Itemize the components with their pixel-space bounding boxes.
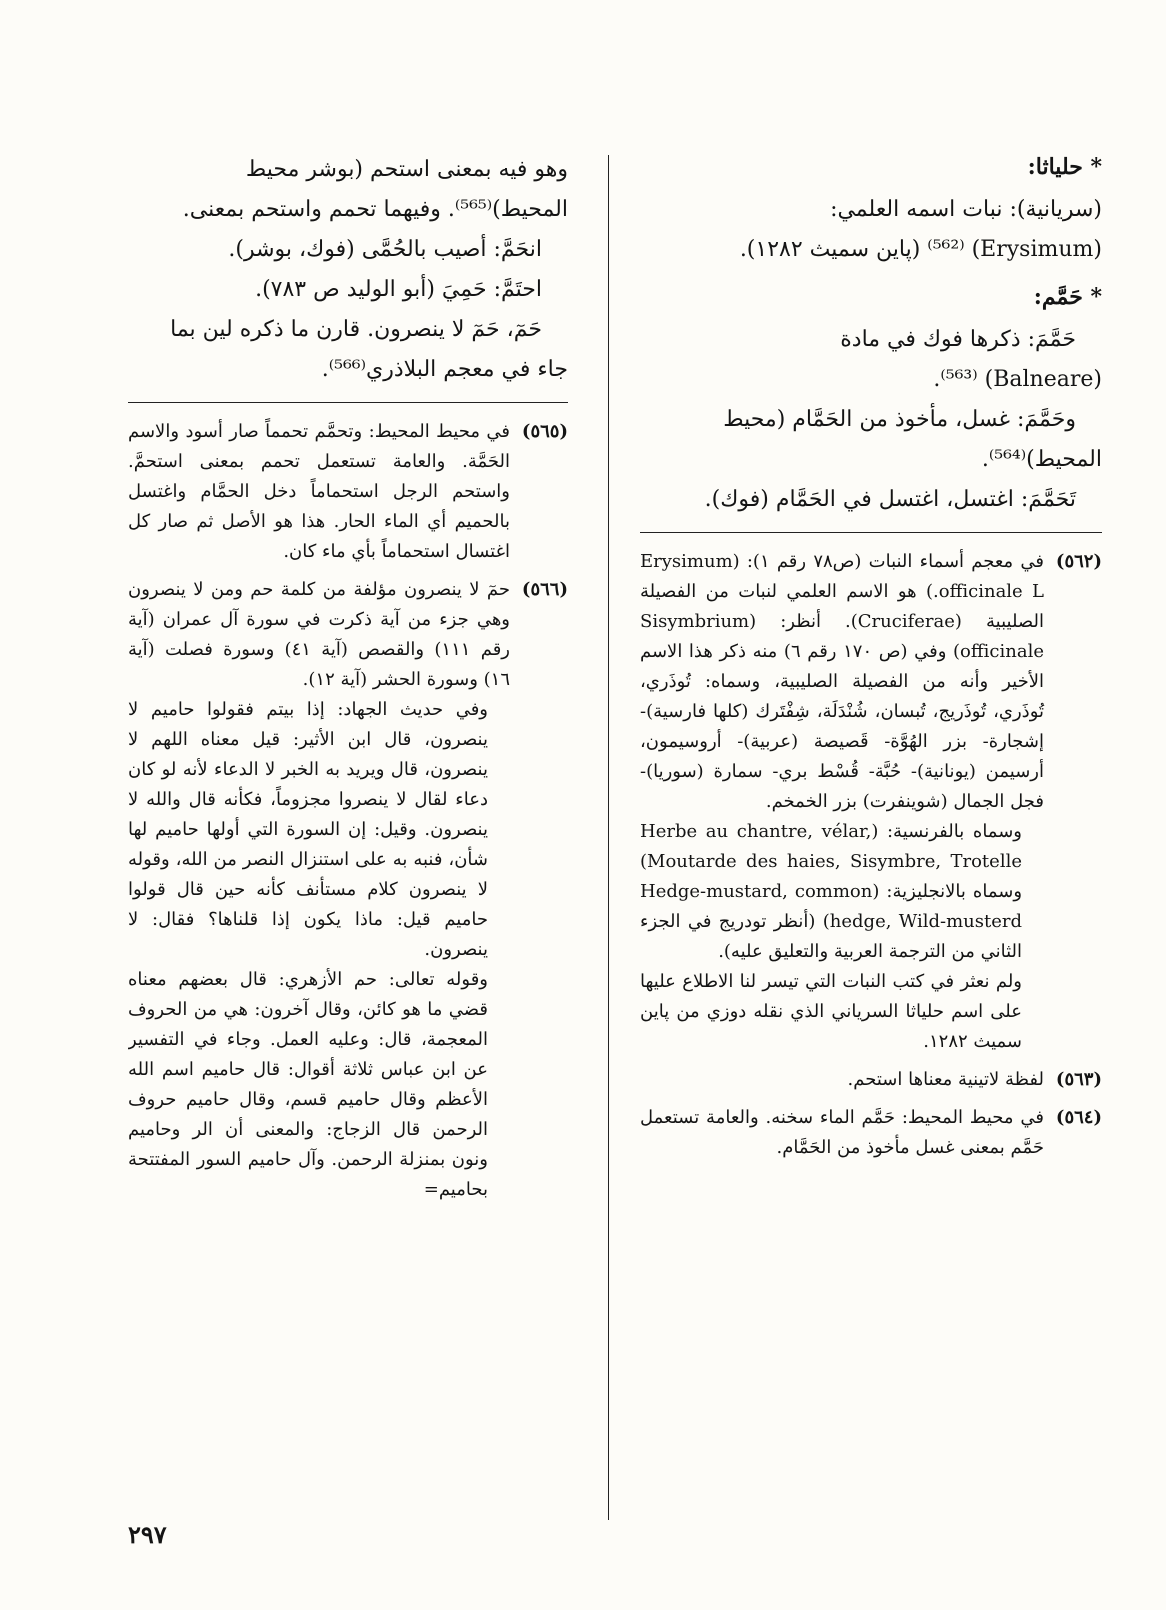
- footnote-563: [640, 1065, 1102, 1095]
- footnote-paragraph: في معجم أسماء النبات (ص٧٨ رقم ١): (Erysimum officinale L.) هو الاسم العلمي لنبات من الفصيلة الصليبية (Cruciferae). أنظر: (Sisymbrium officinale) وفي (ص ١٧٠ رقم ٦) منه ذكر هذا الاسم الأخير وأنه من الفصيلة الصليبية، وسماه: تُوذَري، تُوذَري، تُوذَريج، تُبسان، شُنْدَلَة، شِفْتَرك (كلها فارسية)- إشجارة- بزر الهُوَّة- قَصيصة (عربية)- أروسيمون، أرسيمن (يونانية)- حُبَّة- قُسْط بري- سمارة (سوريا)- فجل الجمال (شوينفرت) بزر الخمخم.: [640, 551, 1044, 812]
- footnote-paragraph: وسماه بالفرنسية: (Herbe au chantre, vélar, Moutarde des haies, Sisymbre, Trotelle) وسماه بالانجليزية: (Hedge-mustard, common hedge, Wild-musterd) (أنظر تودريج في الجزء الثاني من الترجمة العربية والتعليق عليه).: [640, 821, 1023, 962]
- footnote-paragraph: وقوله تعالى: حم الأزهري: قال بعضهم معناه قضي ما هو كائن، وقال آخرون: هي من الحروف المعجمة، قال: وعليه العمل. وجاء في التفسير عن ابن عباس ثلاثة أقوال: قال حاميم اسم الله الأعظم وقال حاميم قسم، وقال حاميم حروف الرحمن قال الزجاج: والمعنى أن الر وحاميم ونون بمنزلة الرحمن. وآل حاميم السور المفتتحة بحاميم=: [128, 969, 488, 1200]
- footnote-separator: [640, 532, 1102, 533]
- footnote-paragraph: حمٓ لا ينصرون مؤلفة من كلمة حم ومن لا ينصرون وهي جزء من آية ذكرت في سورة آل عمران (آية رقم ١١١) والقصص (آية ٤١) وسورة فصلت (آية ١٦) وسورة الحشر (آية ١٢).: [128, 579, 510, 690]
- footnote-564: [640, 1103, 1102, 1163]
- footnote-562: [640, 547, 1102, 1057]
- footnote-566: [128, 575, 568, 1205]
- footnote-text: [640, 547, 1044, 1057]
- entry-line: حَمَّمَ: ذكرها فوك في مادة: [840, 327, 1076, 352]
- entry-line: وحَمَّمَ: غسل، مأخوذ من الحَمَّام (محيط: [723, 407, 1076, 432]
- page-number: ٢٩٧: [128, 1520, 167, 1549]
- entry-line: (Erysimum) ⁽⁵⁶²⁾ (پاين سميث ۱۲۸۲).: [739, 237, 1102, 262]
- footnote-number: (٥٦٣): [1055, 1069, 1102, 1090]
- right-column: [640, 150, 1102, 1520]
- entry-line: وهو فيه بمعنى استحم (بوشر محيط: [245, 157, 568, 182]
- entry-line: المحيط)⁽⁵⁶⁴⁾.: [981, 447, 1102, 472]
- footnote-number: (٥٦٢): [1055, 551, 1102, 572]
- entry-line: (Balneare) ⁽⁵⁶³⁾.: [933, 367, 1102, 392]
- entry-heading: * حلياثا:: [1027, 154, 1102, 180]
- column-divider: [608, 155, 609, 1520]
- footnote-paragraph: وفي حديث الجهاد: إذا بيتم فقولوا حاميم لا ينصرون، قال ابن الأثير: قيل معناه اللهم لا ينصرون، قال ويريد به الخبر لا الدعاء لأنه لو كان دعاء لقال لا ينصروا مجزوماً، فكأنه قال والله لا ينصرون. وقيل: إن السورة التي أولها حاميم لها شأن، فنبه به على استنزال النصر من الله، وقوله لا ينصرون كلام مستأنف كأنه حين قال قولوا حاميم قيل: ماذا يكون إذا قلناها؟ فقال: لا ينصرون.: [128, 699, 488, 960]
- footnote-text: [640, 1103, 1044, 1163]
- entry-line: (سريانية): نبات اسمه العلمي:: [830, 197, 1102, 222]
- footnote-text: [128, 417, 510, 567]
- entry-line: حَمٓ، حَمٓ لا ينصرون. قارن ما ذكره لين بما: [170, 317, 542, 342]
- footnote-number: (٥٦٤): [1055, 1107, 1102, 1128]
- entry-line: المحيط)⁽⁵⁶⁵⁾. وفيهما تحمم واستحم بمعنى.: [182, 197, 568, 222]
- entry-line: تَحَمَّمَ: اغتسل، اغتسل في الحَمَّام (فوك).: [704, 487, 1076, 512]
- entry-heading: * حَمَّم:: [1033, 284, 1102, 310]
- footnote-separator: [128, 402, 568, 403]
- left-column: [128, 150, 568, 1520]
- entry-hammam: [640, 280, 1102, 520]
- footnote-565: [128, 417, 568, 567]
- entry-line: انحَمَّ: أصيب بالحُمَّى (فوك، بوشر).: [228, 237, 542, 262]
- footnote-paragraph: في محيط المحيط: حَمَّم الماء سخنه. والعامة تستعمل حَمَّم بمعنى غسل مأخوذ من الحَمَّام.: [640, 1107, 1044, 1158]
- footnote-number: (٥٦٥): [521, 421, 568, 442]
- footnote-number: (٥٦٦): [521, 579, 568, 600]
- footnote-text: [640, 1065, 1044, 1095]
- footnote-paragraph: ولم نعثر في كتب النبات التي تيسر لنا الاطلاع عليها على اسم حلياثا السرياني الذي نقله دوزي من پاين سميث ١٢٨٢.: [640, 971, 1022, 1052]
- footnote-text: [128, 575, 510, 1205]
- entry-haliatha: [640, 150, 1102, 270]
- footnote-paragraph: في محيط المحيط: وتحمَّم تحمماً صار أسود والاسم الحَمَّة. والعامة تستعمل تحمم بمعنى استحمَّ. واستحم الرجل استحماماً دخل الحمَّام واغتسل بالحميم أي الماء الحار. هذا هو الأصل ثم صار كل اغتسال استحماماً بأي ماء كان.: [128, 421, 510, 562]
- entry-line: احتَمَّ: حَمِيَ (أبو الوليد ص ٧٨٣).: [255, 277, 542, 302]
- footnote-paragraph: لفظة لاتينية معناها استحم.: [847, 1069, 1044, 1090]
- entry-line: جاء في معجم البلاذري⁽⁵⁶⁶⁾.: [321, 357, 568, 382]
